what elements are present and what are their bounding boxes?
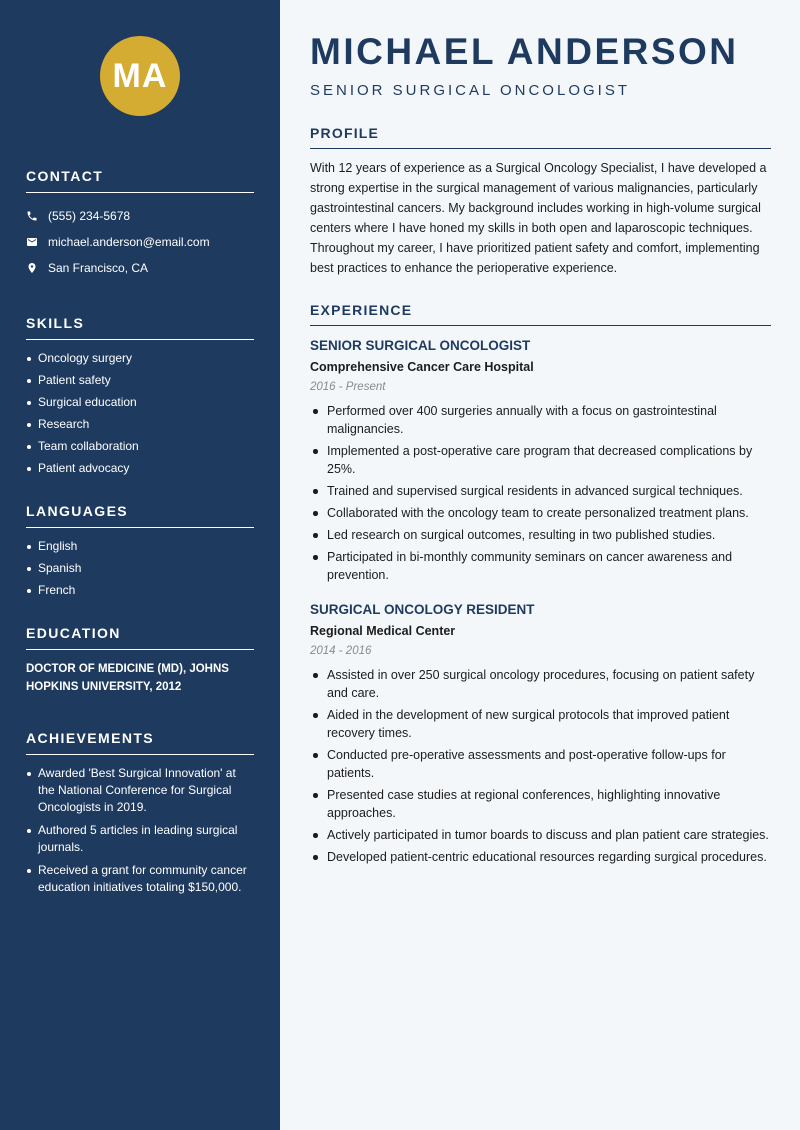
job-bullet: Performed over 400 surgeries annually with a focus on gastrointestinal malignancies.	[310, 402, 771, 438]
avatar-initials: MA	[112, 56, 168, 95]
education-section	[26, 625, 254, 696]
candidate-title: SENIOR SURGICAL ONCOLOGIST	[310, 82, 630, 99]
achievements-list	[26, 765, 254, 896]
job-bullets	[310, 402, 771, 584]
skills-section	[26, 315, 254, 477]
email-text: michael.anderson@email.com	[48, 235, 210, 249]
job-bullet: Developed patient-centric educational resources regarding surgical procedures.	[310, 848, 771, 866]
job-dates: 2016 - Present	[310, 381, 386, 393]
avatar	[100, 36, 180, 116]
skill-item: Patient safety	[26, 372, 254, 389]
achievements-section	[26, 730, 254, 896]
location-pin-icon	[26, 262, 38, 274]
candidate-name: MICHAEL ANDERSON	[310, 31, 739, 72]
languages-list	[26, 538, 254, 599]
skill-item: Research	[26, 416, 254, 433]
skill-item: Patient advocacy	[26, 460, 254, 477]
profile-section	[310, 125, 771, 278]
job-dates: 2014 - 2016	[310, 645, 372, 657]
languages-section	[26, 503, 254, 599]
job-bullet: Led research on surgical outcomes, resulting in two published studies.	[310, 526, 771, 544]
skill-item: Surgical education	[26, 394, 254, 411]
languages-heading: LANGUAGES	[26, 503, 254, 528]
skills-list	[26, 350, 254, 477]
language-item: English	[26, 538, 254, 555]
profile-text: With 12 years of experience as a Surgical Oncology Specialist, I have developed a strong expertise in the surgical management of various malignancies, particularly gastrointestinal cancers. My background includes working in high-volume surgical centers where I have honed my skills in both open and laparoscopic techniques. Throughout my career, I have prioritized patient safety and comfort, implementing best practices to enhance the perioperative experience.	[310, 161, 767, 275]
email-icon	[26, 236, 38, 248]
experience-section	[310, 302, 771, 866]
achievement-item: Received a grant for community cancer education initiatives totaling $150,000.	[26, 862, 254, 896]
contact-email	[26, 229, 254, 255]
job-bullet: Assisted in over 250 surgical oncology procedures, focusing on patient safety and care.	[310, 666, 771, 702]
skills-heading: SKILLS	[26, 315, 254, 340]
job-bullet: Presented case studies at regional conferences, highlighting innovative approaches.	[310, 786, 771, 822]
phone-text: (555) 234-5678	[48, 209, 131, 223]
job-bullet: Participated in bi-monthly community seminars on cancer awareness and prevention.	[310, 548, 771, 584]
job-bullet: Trained and supervised surgical residents in advanced surgical techniques.	[310, 482, 771, 500]
achievement-item: Authored 5 articles in leading surgical journals.	[26, 822, 254, 856]
job-bullet: Collaborated with the oncology team to create personalized treatment plans.	[310, 504, 771, 522]
job-company: Comprehensive Cancer Care Hospital	[310, 360, 534, 374]
job-company: Regional Medical Center	[310, 624, 456, 638]
job-bullet: Actively participated in tumor boards to discuss and plan patient care strategies.	[310, 826, 771, 844]
language-item: French	[26, 582, 254, 599]
job-bullet: Conducted pre-operative assessments and post-operative follow-ups for patients.	[310, 746, 771, 782]
education-heading: EDUCATION	[26, 625, 254, 650]
skill-item: Team collaboration	[26, 438, 254, 455]
job-bullet: Implemented a post-operative care program that decreased complications by 25%.	[310, 442, 771, 478]
job-title: SENIOR SURGICAL ONCOLOGIST	[310, 338, 531, 353]
sidebar	[0, 0, 280, 1130]
contact-phone	[26, 203, 254, 229]
experience-heading: EXPERIENCE	[310, 302, 771, 326]
achievement-item: Awarded 'Best Surgical Innovation' at the National Conference for Surgical Oncologists in 2019.	[26, 765, 254, 816]
skill-item: Oncology surgery	[26, 350, 254, 367]
phone-icon	[26, 210, 38, 222]
main-content	[280, 0, 800, 1130]
job-title: SURGICAL ONCOLOGY RESIDENT	[310, 602, 535, 617]
language-item: Spanish	[26, 560, 254, 577]
profile-heading: PROFILE	[310, 125, 771, 149]
contact-section	[26, 168, 254, 281]
achievements-heading: ACHIEVEMENTS	[26, 730, 254, 755]
job-entry	[310, 338, 771, 584]
job-entry	[310, 602, 771, 866]
job-bullets	[310, 666, 771, 866]
education-entry: DOCTOR OF MEDICINE (MD), JOHNS HOPKINS UNIVERSITY, 2012	[26, 663, 229, 693]
contact-heading: CONTACT	[26, 168, 254, 193]
contact-location	[26, 255, 254, 281]
location-text: San Francisco, CA	[48, 261, 149, 275]
job-bullet: Aided in the development of new surgical protocols that improved patient recovery times.	[310, 706, 771, 742]
